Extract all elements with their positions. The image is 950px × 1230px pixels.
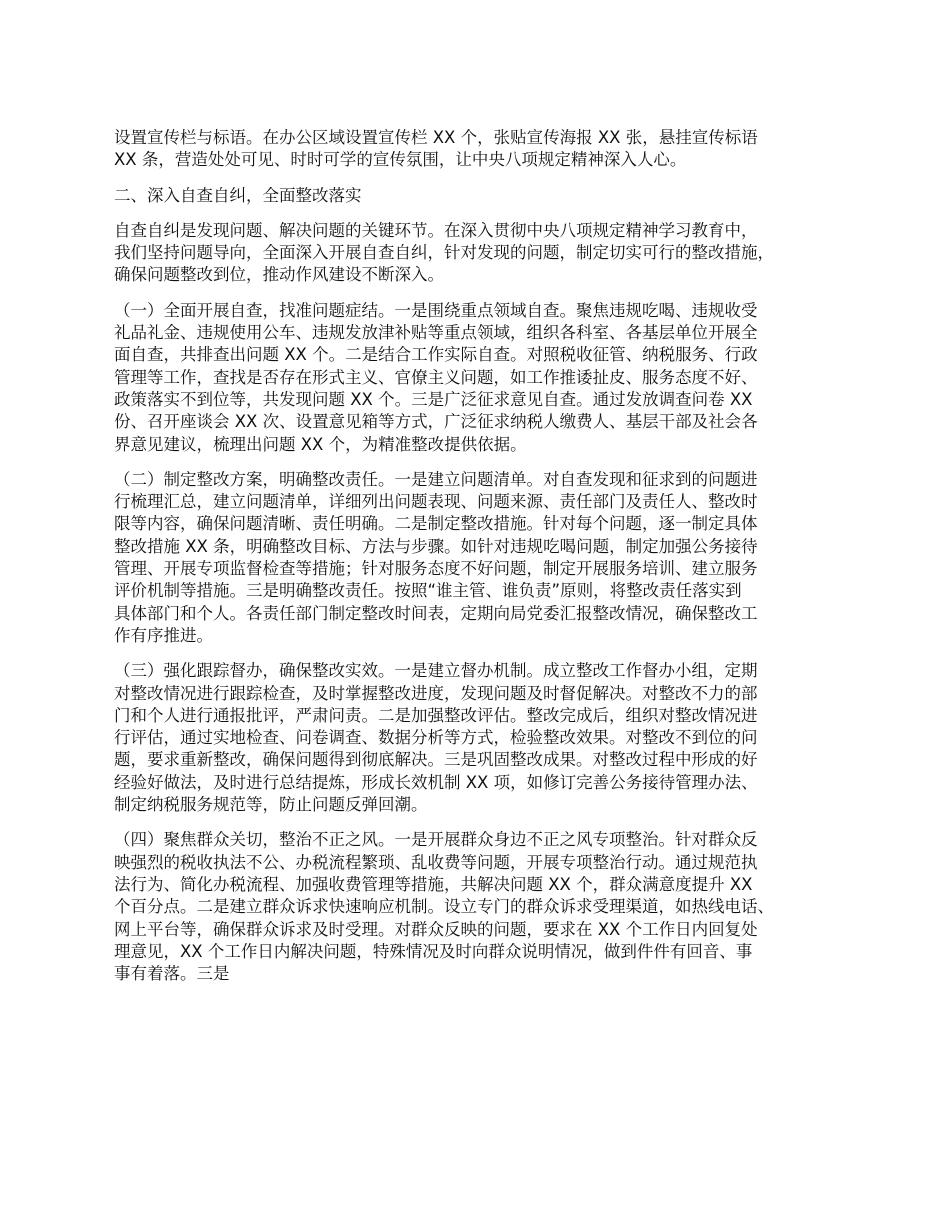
text-line: 礼品礼金、违规使用公车、违规发放津补贴等重点领域，组织各科室、各基层单位开展全 (114, 323, 758, 343)
text-line: 题，要求重新整改，确保问题得到彻底解决。三是巩固整改成果。对整改过程中形成的好 (114, 750, 758, 770)
text-line: 面自查，共排查出问题 XX 个。二是结合工作实际自查。对照税收征管、纳税服务、行政 (114, 345, 758, 365)
text-line: 具体部门和个人。各责任部门制定整改时间表，定期向局党委汇报整改情况，确保整改工 (114, 603, 758, 623)
paragraph-supervision (114, 660, 862, 816)
text-line: 界意见建议，梳理出问题 XX 个，为精准整改提供依据。 (114, 434, 527, 454)
text-line: 我们坚持问题导向，全面深入开展自查自纠，针对发现的问题，制定切实可行的整改措施， (114, 243, 774, 263)
paragraph-intro (114, 220, 862, 287)
text-line: 自查自纠是发现问题、解决问题的关键环节。在深入贯彻中央八项规定精神学习教育中， (114, 220, 758, 240)
paragraph-self-check (114, 300, 862, 456)
text-line: 制定纳税服务规范等，防止问题反弹回潮。 (114, 795, 428, 815)
text-line: 作有序推进。 (114, 625, 213, 645)
paragraph-public-concerns (114, 829, 862, 985)
heading-text: 二、深入自查自纠，全面整改落实 (114, 185, 362, 205)
text-line: 政策落实不到位等，共发现问题 XX 个。三是广泛征求意见自查。通过发放调查问卷 XX (114, 389, 753, 409)
text-line: 设置宣传栏与标语。在办公区域设置宣传栏 XX 个，张贴宣传海报 XX 张，悬挂宣传标语 (114, 128, 758, 147)
document-page (114, 127, 862, 998)
text-line: （四）聚焦群众关切，整治不正之风。一是开展群众身边不正之风专项整治。针对群众反 (114, 830, 758, 850)
text-line: 法行为、简化办税流程、加强收费管理等措施，共解决问题 XX 个，群众满意度提升 XX (114, 874, 753, 894)
text-line: 限等内容，确保问题清晰、责任明确。二是制定整改措施。针对每个问题，逐一制定具体 (114, 514, 758, 534)
text-line: 行梳理汇总，建立问题清单，详细列出问题表现、问题来源、责任部门及责任人、整改时 (114, 492, 758, 512)
paragraph-propaganda (114, 127, 862, 172)
text-line: 事有着落。三是 (114, 964, 230, 984)
text-line: 对整改情况进行跟踪检查，及时掌握整改进度，发现问题及时督促解决。对整改不力的部 (114, 683, 758, 703)
section-heading (114, 185, 862, 207)
text-line: 理意见，XX 个工作日内解决问题，特殊情况及时向群众说明情况，做到件件有回音、事 (114, 941, 753, 961)
paragraph-rectification-plan (114, 469, 862, 647)
text-line: 经验好做法，及时进行总结提炼，形成长效机制 XX 项，如修订完善公务接待管理办法、 (114, 772, 758, 792)
text-line: 门和个人进行通报批评，严肃问责。二是加强整改评估。整改完成后，组织对整改情况进 (114, 705, 758, 725)
text-line: 管理等工作，查找是否存在形式主义、官僚主义问题，如工作推诿扯皮、服务态度不好、 (114, 367, 758, 387)
text-line: （三）强化跟踪督办，确保整改实效。一是建立督办机制。成立整改工作督办小组，定期 (114, 661, 758, 681)
text-line: 网上平台等，确保群众诉求及时受理。对群众反映的问题，要求在 XX 个工作日内回复处 (114, 919, 758, 939)
text-line: 映强烈的税收执法不公、办税流程繁琐、乱收费等问题，开展专项整治行动。通过规范执 (114, 852, 758, 872)
text-line: 评价机制等措施。三是明确整改责任。按照“谁主管、谁负责”原则，将整改责任落实到 (114, 581, 742, 601)
text-line: （一）全面开展自查，找准问题症结。一是围绕重点领域自查。聚焦违规吃喝、违规收受 (114, 300, 758, 320)
text-line: 个百分点。二是建立群众诉求快速响应机制。设立专门的群众诉求受理渠道，如热线电话、 (114, 897, 774, 917)
text-line: XX 条，营造处处可见、时时可学的宣传氛围，让中央八项规定精神深入人心。 (114, 150, 687, 170)
text-line: 整改措施 XX 条，明确整改目标、方法与步骤。如针对违规吃喝问题，制定加强公务接待 (114, 536, 758, 556)
text-line: （二）制定整改方案，明确整改责任。一是建立问题清单。对自查发现和征求到的问题进 (114, 469, 758, 489)
text-line: 管理、开展专项监督检查等措施；针对服务态度不好问题，制定开展服务培训、建立服务 (114, 559, 758, 579)
text-line: 份、召开座谈会 XX 次、设置意见箱等方式，广泛征求纳税人缴费人、基层干部及社会各 (114, 412, 758, 432)
text-line: 行评估，通过实地检查、问卷调查、数据分析等方式，检验整改效果。对整改不到位的问 (114, 728, 758, 748)
text-line: 确保问题整改到位，推动作风建设不断深入。 (114, 265, 444, 285)
